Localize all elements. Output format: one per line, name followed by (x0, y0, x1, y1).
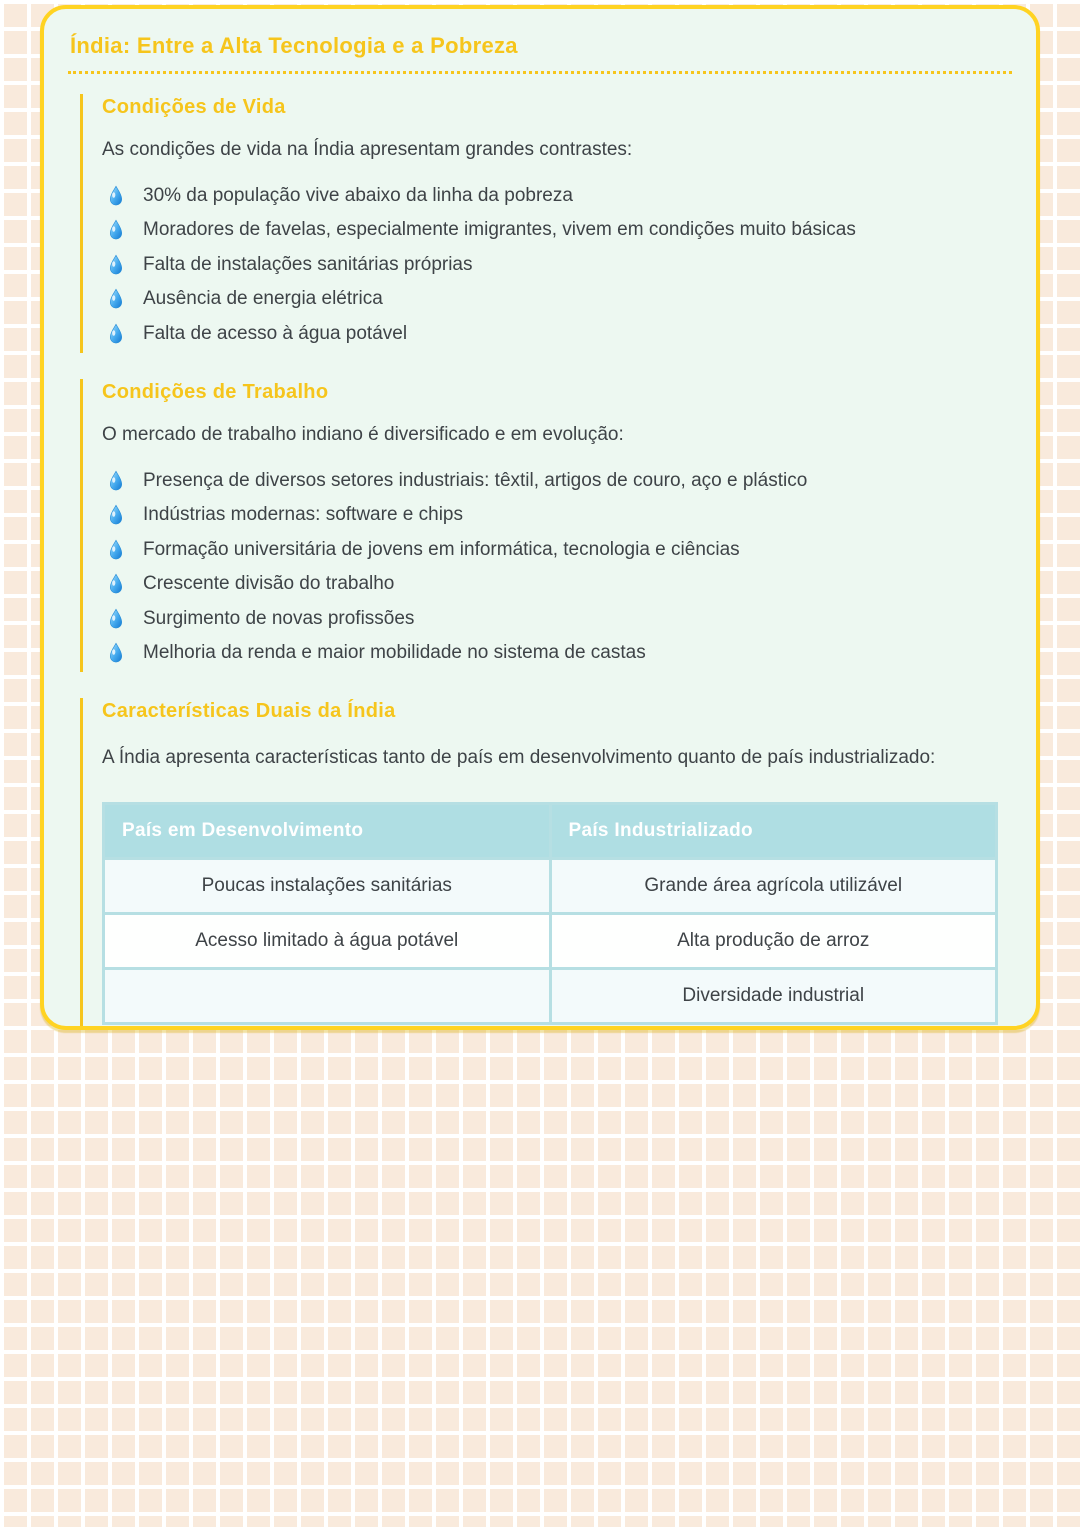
table-row (104, 859, 997, 914)
section-condicoes-de-vida (80, 94, 1012, 353)
water-drop-icon (108, 288, 124, 310)
bullet-list (102, 463, 1012, 670)
list-item (102, 178, 1012, 213)
section-heading: Condições de Vida (102, 96, 286, 118)
table-row (104, 914, 997, 969)
table-cell: Diversidade industrial (550, 969, 997, 1024)
bullet-list (102, 178, 1012, 351)
water-drop-icon (108, 254, 124, 276)
table-cell: Grande área agrícola utilizável (550, 859, 997, 914)
section-intro: As condições de vida na Índia apresentam grandes contrastes: (102, 139, 633, 160)
list-item (102, 463, 1012, 498)
section-heading: Condições de Trabalho (102, 380, 329, 403)
bullet-text: Presença de diversos setores industriais: têxtil, artigos de couro, aço e plástico (143, 469, 808, 491)
bullet-text: Indústrias modernas: software e chips (143, 504, 463, 526)
list-item (102, 498, 1012, 533)
bullet-text: Crescente divisão do trabalho (143, 573, 395, 595)
section-intro: A Índia apresenta características tanto de país em desenvolvimento quanto de país industrializado: (102, 747, 936, 769)
bullet-text: Surgimento de novas profissões (143, 607, 415, 629)
table-cell-empty (104, 969, 551, 1024)
water-drop-icon (108, 323, 124, 345)
bullet-text: Ausência de energia elétrica (143, 288, 383, 310)
section-intro: O mercado de trabalho indiano é diversificado e em evolução: (102, 423, 624, 445)
water-drop-icon (108, 470, 124, 492)
list-item (102, 636, 1012, 671)
list-item (102, 316, 1012, 351)
bullet-text: Formação universitária de jovens em informática, tecnologia e ciências (143, 538, 740, 560)
bullet-text: 30% da população vive abaixo da linha da pobreza (143, 184, 573, 206)
bullet-text: Falta de instalações sanitárias próprias (143, 253, 473, 275)
list-item (102, 247, 1012, 282)
list-item (102, 282, 1012, 317)
table-cell: Poucas instalações sanitárias (104, 859, 551, 914)
water-drop-icon (108, 642, 124, 664)
water-drop-icon (108, 608, 124, 630)
water-drop-icon (108, 504, 124, 526)
list-item (102, 213, 1012, 248)
table-cell: Acesso limitado à água potável (104, 914, 551, 969)
table-header-row (104, 804, 997, 859)
content-card (40, 5, 1040, 1030)
section-condicoes-de-trabalho (80, 379, 1012, 672)
water-drop-icon (108, 219, 124, 241)
water-drop-icon (108, 539, 124, 561)
section-caracteristicas-duais (80, 698, 1012, 1027)
page-title: Índia: Entre a Alta Tecnologia e a Pobreza (70, 33, 518, 58)
bullet-text: Moradores de favelas, especialmente imigrantes, vivem em condições muito básicas (143, 219, 856, 241)
list-item (102, 567, 1012, 602)
table-cell: Alta produção de arroz (550, 914, 997, 969)
section-heading: Características Duais da Índia (102, 700, 396, 723)
bullet-text: Melhoria da renda e maior mobilidade no sistema de castas (143, 642, 646, 664)
list-item (102, 601, 1012, 636)
table-header-cell-desenvolvimento: País em Desenvolvimento (104, 804, 551, 859)
title-dotted-divider (68, 71, 1012, 74)
list-item (102, 532, 1012, 567)
water-drop-icon (108, 185, 124, 207)
dual-characteristics-table (102, 802, 998, 1025)
table-row (104, 969, 997, 1024)
table-header-cell-industrializado: País Industrializado (550, 804, 997, 859)
water-drop-icon (108, 573, 124, 595)
bullet-text: Falta de acesso à água potável (143, 322, 408, 344)
